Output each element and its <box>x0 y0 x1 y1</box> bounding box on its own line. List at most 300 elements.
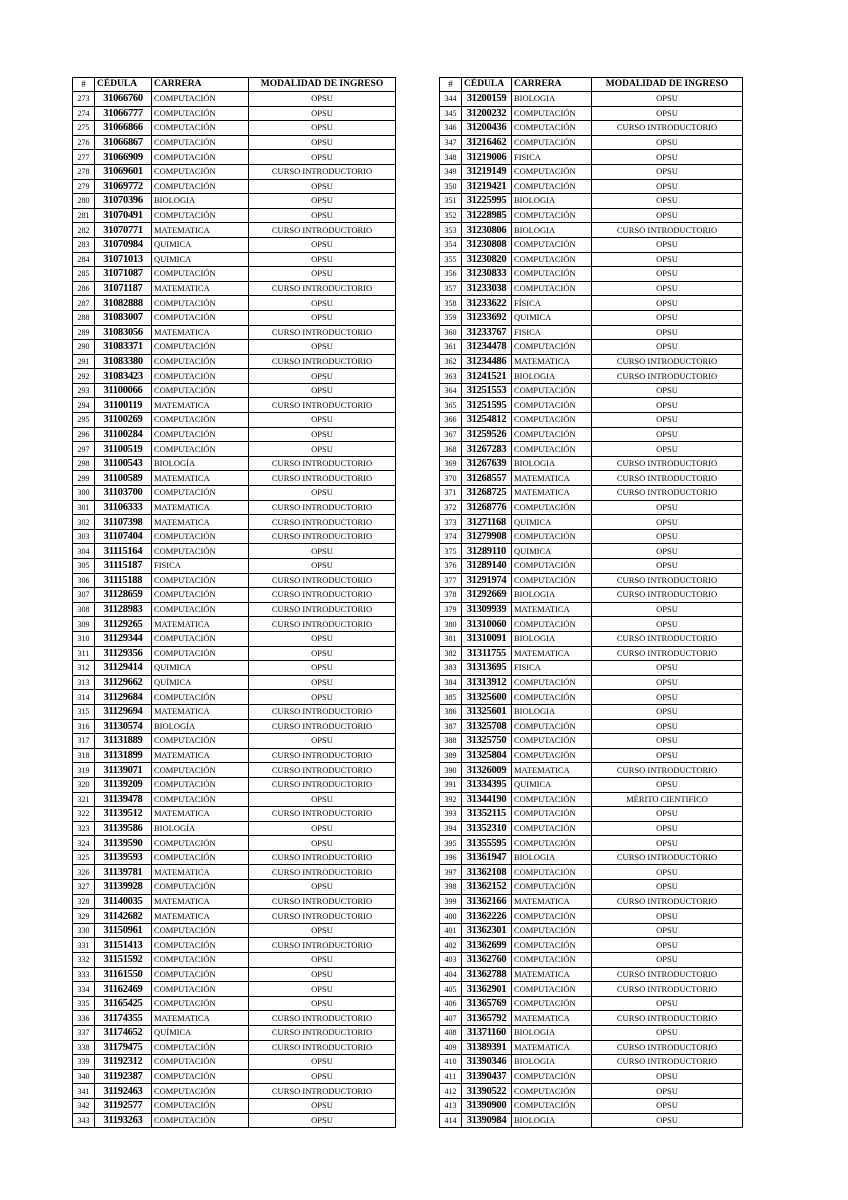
cedula-cell: 31325600 <box>462 690 512 705</box>
carrera-cell: COMPUTACIÓN <box>512 675 592 690</box>
cedula-cell: 31271168 <box>462 515 512 530</box>
carrera-cell: BIOLOGIA <box>512 1026 592 1041</box>
modalidad-cell: CURSO INTRODUCTORIO <box>592 223 743 238</box>
carrera-cell: COMPUTACIÓN <box>512 865 592 880</box>
table-row <box>73 92 396 107</box>
modalidad-cell: OPSU <box>249 544 396 559</box>
modalidad-cell: OPSU <box>249 631 396 646</box>
modalidad-cell: OPSU <box>249 208 396 223</box>
table-row <box>440 836 743 851</box>
modalidad-cell: OPSU <box>592 325 743 340</box>
row-number: 388 <box>440 734 462 749</box>
table-row <box>440 646 743 661</box>
carrera-cell: BIOLOGIA <box>152 194 249 209</box>
modalidad-cell: OPSU <box>592 1113 743 1128</box>
table-row <box>440 1069 743 1084</box>
row-number: 358 <box>440 296 462 311</box>
row-number: 391 <box>440 777 462 792</box>
carrera-cell: COMPUTACIÓN <box>512 398 592 413</box>
table-row <box>73 559 396 574</box>
cedula-cell: 31279908 <box>462 529 512 544</box>
row-number: 274 <box>73 106 95 121</box>
cedula-cell: 31362301 <box>462 923 512 938</box>
row-number: 288 <box>73 310 95 325</box>
modalidad-cell: CURSO INTRODUCTORIO <box>249 223 396 238</box>
cedula-cell: 31070771 <box>95 223 152 238</box>
table-row <box>73 807 396 822</box>
table-row <box>440 719 743 734</box>
row-number: 355 <box>440 252 462 267</box>
row-number: 341 <box>73 1084 95 1099</box>
modalidad-cell: OPSU <box>592 602 743 617</box>
table-row <box>440 92 743 107</box>
table-row <box>73 938 396 953</box>
modalidad-cell: OPSU <box>592 427 743 442</box>
cedula-cell: 31129344 <box>95 631 152 646</box>
row-number: 317 <box>73 734 95 749</box>
table-row <box>440 792 743 807</box>
row-number: 318 <box>73 748 95 763</box>
carrera-cell: BIOLOGIA <box>512 588 592 603</box>
row-number: 339 <box>73 1055 95 1070</box>
row-number: 289 <box>73 325 95 340</box>
carrera-cell: COMPUTACIÓN <box>152 850 249 865</box>
cedula-cell: 31216462 <box>462 135 512 150</box>
table-row <box>73 1011 396 1026</box>
cedula-cell: 31100519 <box>95 442 152 457</box>
carrera-cell: COMPUTACIÓN <box>512 573 592 588</box>
cedula-cell: 31115188 <box>95 573 152 588</box>
table-header-row <box>440 78 743 92</box>
cedula-cell: 31192577 <box>95 1098 152 1113</box>
cedula-cell: 31362152 <box>462 880 512 895</box>
carrera-cell: MATEMATICA <box>512 354 592 369</box>
cedula-cell: 31361947 <box>462 850 512 865</box>
carrera-cell: COMPUTACIÓN <box>152 354 249 369</box>
modalidad-cell: OPSU <box>249 252 396 267</box>
carrera-cell: COMPUTACIÓN <box>512 106 592 121</box>
table-row <box>440 821 743 836</box>
modalidad-cell: OPSU <box>592 923 743 938</box>
cedula-cell: 31230833 <box>462 267 512 282</box>
table-row <box>440 996 743 1011</box>
modalidad-cell: OPSU <box>249 675 396 690</box>
modalidad-cell: OPSU <box>249 92 396 107</box>
row-number: 400 <box>440 909 462 924</box>
row-number: 335 <box>73 996 95 1011</box>
cedula-cell: 31365792 <box>462 1011 512 1026</box>
modalidad-cell: OPSU <box>249 383 396 398</box>
row-number: 295 <box>73 413 95 428</box>
cedula-cell: 31066777 <box>95 106 152 121</box>
modalidad-cell: OPSU <box>592 996 743 1011</box>
table-row <box>73 179 396 194</box>
row-number: 350 <box>440 179 462 194</box>
carrera-cell: COMPUTACIÓN <box>512 281 592 296</box>
cedula-cell: 31083007 <box>95 310 152 325</box>
cedula-cell: 31165425 <box>95 996 152 1011</box>
modalidad-cell: OPSU <box>592 340 743 355</box>
cedula-cell: 31292669 <box>462 588 512 603</box>
table-row <box>73 340 396 355</box>
row-number: 405 <box>440 982 462 997</box>
modalidad-cell: CURSO INTRODUCTORIO <box>592 354 743 369</box>
modalidad-cell: OPSU <box>592 208 743 223</box>
cedula-cell: 31129662 <box>95 675 152 690</box>
carrera-cell: COMPUTACIÓN <box>152 208 249 223</box>
row-number: 368 <box>440 442 462 457</box>
cedula-cell: 31139478 <box>95 792 152 807</box>
cedula-cell: 31362788 <box>462 967 512 982</box>
table-row <box>440 1011 743 1026</box>
row-number: 365 <box>440 398 462 413</box>
cedula-cell: 31325804 <box>462 748 512 763</box>
carrera-cell: COMPUTACIÓN <box>152 179 249 194</box>
modalidad-cell: OPSU <box>592 865 743 880</box>
cedula-cell: 31193263 <box>95 1113 152 1128</box>
modalidad-cell: CURSO INTRODUCTORIO <box>592 588 743 603</box>
table-row <box>73 500 396 515</box>
carrera-cell: COMPUTACIÓN <box>512 923 592 938</box>
cedula-cell: 31267639 <box>462 456 512 471</box>
cedula-cell: 31100284 <box>95 427 152 442</box>
table-row <box>73 135 396 150</box>
table-row <box>73 267 396 282</box>
table-row <box>440 252 743 267</box>
modalidad-cell: OPSU <box>249 967 396 982</box>
table-row <box>73 150 396 165</box>
modalidad-cell: OPSU <box>249 194 396 209</box>
row-number: 290 <box>73 340 95 355</box>
carrera-cell: COMPUTACIÓN <box>512 442 592 457</box>
table-row <box>440 369 743 384</box>
carrera-cell: COMPUTACIÓN <box>512 1069 592 1084</box>
cedula-cell: 31362226 <box>462 909 512 924</box>
row-number: 356 <box>440 267 462 282</box>
modalidad-cell: CURSO INTRODUCTORIO <box>249 865 396 880</box>
cedula-cell: 31129414 <box>95 661 152 676</box>
cedula-cell: 31174652 <box>95 1026 152 1041</box>
cedula-cell: 31219006 <box>462 150 512 165</box>
carrera-cell: MATEMATICA <box>512 894 592 909</box>
cedula-cell: 31362166 <box>462 894 512 909</box>
table-header-row <box>73 78 396 92</box>
table-row <box>440 675 743 690</box>
carrera-cell: COMPUTACIÓN <box>512 208 592 223</box>
modalidad-cell: OPSU <box>249 661 396 676</box>
modalidad-cell: OPSU <box>249 150 396 165</box>
row-number: 278 <box>73 164 95 179</box>
row-number: 297 <box>73 442 95 457</box>
row-number: 330 <box>73 923 95 938</box>
carrera-cell: BIOLOGIA <box>512 92 592 107</box>
carrera-cell: COMPUTACIÓN <box>152 486 249 501</box>
table-row <box>73 690 396 705</box>
row-number: 328 <box>73 894 95 909</box>
carrera-cell: COMPUTACIÓN <box>512 734 592 749</box>
table-row <box>73 661 396 676</box>
table-row <box>73 296 396 311</box>
cedula-cell: 31267283 <box>462 442 512 457</box>
table-row <box>440 515 743 530</box>
table-row <box>73 442 396 457</box>
table-row <box>440 923 743 938</box>
carrera-cell: COMPUTACIÓN <box>152 413 249 428</box>
row-number: 354 <box>440 237 462 252</box>
carrera-cell: MATEMATICA <box>152 281 249 296</box>
modalidad-cell: OPSU <box>249 179 396 194</box>
table-row <box>73 194 396 209</box>
modalidad-cell: CURSO INTRODUCTORIO <box>249 763 396 778</box>
table-row <box>440 310 743 325</box>
cedula-cell: 31128659 <box>95 588 152 603</box>
modalidad-cell: OPSU <box>592 559 743 574</box>
carrera-cell: COMPUTACIÓN <box>512 340 592 355</box>
table-row <box>73 252 396 267</box>
table-row <box>440 588 743 603</box>
table-row <box>73 909 396 924</box>
table-row <box>440 690 743 705</box>
row-number: 345 <box>440 106 462 121</box>
carrera-cell: MATEMATICA <box>512 602 592 617</box>
row-number: 363 <box>440 369 462 384</box>
row-number: 384 <box>440 675 462 690</box>
cedula-cell: 31162469 <box>95 982 152 997</box>
row-number: 325 <box>73 850 95 865</box>
row-number: 349 <box>440 164 462 179</box>
modalidad-cell: CURSO INTRODUCTORIO <box>249 602 396 617</box>
row-number: 281 <box>73 208 95 223</box>
table-row <box>73 544 396 559</box>
carrera-cell: FISICA <box>512 150 592 165</box>
row-number: 385 <box>440 690 462 705</box>
row-number: 287 <box>73 296 95 311</box>
carrera-cell: MATEMATICA <box>152 807 249 822</box>
carrera-cell: COMPUTACIÓN <box>152 602 249 617</box>
modalidad-cell: OPSU <box>249 413 396 428</box>
carrera-cell: QUÍMICA <box>152 675 249 690</box>
row-number: 319 <box>73 763 95 778</box>
header-number: # <box>440 78 462 92</box>
carrera-cell: MATEMATICA <box>152 325 249 340</box>
cedula-cell: 31371160 <box>462 1026 512 1041</box>
carrera-cell: COMPUTACIÓN <box>512 267 592 282</box>
table-row <box>440 1026 743 1041</box>
row-number: 296 <box>73 427 95 442</box>
row-number: 294 <box>73 398 95 413</box>
carrera-cell: COMPUTACIÓN <box>152 880 249 895</box>
row-number: 279 <box>73 179 95 194</box>
carrera-cell: COMPUTACIÓN <box>512 880 592 895</box>
carrera-cell: MATEMATICA <box>512 1040 592 1055</box>
row-number: 377 <box>440 573 462 588</box>
modalidad-cell: OPSU <box>249 296 396 311</box>
table-row <box>440 763 743 778</box>
row-number: 313 <box>73 675 95 690</box>
cedula-cell: 31142682 <box>95 909 152 924</box>
modalidad-cell: OPSU <box>592 515 743 530</box>
cedula-cell: 31192463 <box>95 1084 152 1099</box>
cedula-cell: 31174355 <box>95 1011 152 1026</box>
modalidad-cell: OPSU <box>249 1098 396 1113</box>
modalidad-cell: OPSU <box>249 1055 396 1070</box>
carrera-cell: COMPUTACIÓN <box>512 792 592 807</box>
cedula-cell: 31107404 <box>95 529 152 544</box>
table-row <box>440 296 743 311</box>
row-number: 387 <box>440 719 462 734</box>
cedula-cell: 31192312 <box>95 1055 152 1070</box>
modalidad-cell: OPSU <box>592 1084 743 1099</box>
table-row <box>440 427 743 442</box>
row-number: 412 <box>440 1084 462 1099</box>
row-number: 298 <box>73 456 95 471</box>
row-number: 372 <box>440 500 462 515</box>
row-number: 352 <box>440 208 462 223</box>
table-row <box>440 982 743 997</box>
row-number: 369 <box>440 456 462 471</box>
cedula-cell: 31310060 <box>462 617 512 632</box>
modalidad-cell: CURSO INTRODUCTORIO <box>249 164 396 179</box>
carrera-cell: COMPUTACIÓN <box>152 340 249 355</box>
cedula-cell: 31289140 <box>462 559 512 574</box>
modalidad-cell: OPSU <box>249 369 396 384</box>
cedula-cell: 31129694 <box>95 704 152 719</box>
modalidad-cell: OPSU <box>592 296 743 311</box>
modalidad-cell: OPSU <box>249 836 396 851</box>
cedula-cell: 31352310 <box>462 821 512 836</box>
row-number: 371 <box>440 486 462 501</box>
table-row <box>73 427 396 442</box>
carrera-cell: MATEMATICA <box>152 865 249 880</box>
row-number: 304 <box>73 544 95 559</box>
modalidad-cell: CURSO INTRODUCTORIO <box>249 704 396 719</box>
cedula-cell: 31234478 <box>462 340 512 355</box>
table-row <box>440 865 743 880</box>
row-number: 383 <box>440 661 462 676</box>
row-number: 380 <box>440 617 462 632</box>
table-row <box>440 777 743 792</box>
cedula-cell: 31115164 <box>95 544 152 559</box>
table-row <box>73 354 396 369</box>
carrera-cell: MATEMATICA <box>152 398 249 413</box>
carrera-cell: COMPUTACIÓN <box>152 1069 249 1084</box>
table-row <box>73 106 396 121</box>
carrera-cell: COMPUTACIÓN <box>152 296 249 311</box>
cedula-cell: 31334395 <box>462 777 512 792</box>
row-number: 376 <box>440 559 462 574</box>
cedula-cell: 31139586 <box>95 821 152 836</box>
table-row <box>440 325 743 340</box>
table-row <box>73 748 396 763</box>
row-number: 364 <box>440 383 462 398</box>
modalidad-cell: CURSO INTRODUCTORIO <box>592 486 743 501</box>
header-modalidad: MODALIDAD DE INGRESO <box>249 78 396 92</box>
cedula-cell: 31254812 <box>462 413 512 428</box>
enrollment-table-right <box>439 77 743 1128</box>
modalidad-cell: CURSO INTRODUCTORIO <box>592 369 743 384</box>
cedula-cell: 31200436 <box>462 121 512 136</box>
row-number: 329 <box>73 909 95 924</box>
modalidad-cell: OPSU <box>592 413 743 428</box>
cedula-cell: 31325601 <box>462 704 512 719</box>
carrera-cell: COMPUTACIÓN <box>512 383 592 398</box>
carrera-cell: COMPUTACIÓN <box>152 427 249 442</box>
row-number: 275 <box>73 121 95 136</box>
modalidad-cell: OPSU <box>249 690 396 705</box>
cedula-cell: 31355595 <box>462 836 512 851</box>
carrera-cell: MATEMATICA <box>152 704 249 719</box>
cedula-cell: 31082888 <box>95 296 152 311</box>
table-row <box>440 223 743 238</box>
cedula-cell: 31365769 <box>462 996 512 1011</box>
carrera-cell: COMPUTACIÓN <box>152 150 249 165</box>
cedula-cell: 31228985 <box>462 208 512 223</box>
carrera-cell: COMPUTACIÓN <box>152 953 249 968</box>
table-row <box>440 909 743 924</box>
table-row <box>440 121 743 136</box>
row-number: 342 <box>73 1098 95 1113</box>
table-body-right <box>440 92 743 1128</box>
carrera-cell: COMPUTACIÓN <box>152 792 249 807</box>
modalidad-cell: CURSO INTRODUCTORIO <box>249 719 396 734</box>
carrera-cell: MATEMATICA <box>152 909 249 924</box>
cedula-cell: 31233767 <box>462 325 512 340</box>
modalidad-cell: CURSO INTRODUCTORIO <box>592 763 743 778</box>
carrera-cell: MATEMATICA <box>152 617 249 632</box>
row-number: 303 <box>73 529 95 544</box>
row-number: 276 <box>73 135 95 150</box>
cedula-cell: 31128983 <box>95 602 152 617</box>
row-number: 375 <box>440 544 462 559</box>
row-number: 324 <box>73 836 95 851</box>
cedula-cell: 31107398 <box>95 515 152 530</box>
row-number: 340 <box>73 1069 95 1084</box>
carrera-cell: COMPUTACIÓN <box>512 836 592 851</box>
carrera-cell: MATEMATICA <box>152 471 249 486</box>
row-number: 314 <box>73 690 95 705</box>
modalidad-cell: OPSU <box>592 106 743 121</box>
carrera-cell: MATEMATICA <box>152 515 249 530</box>
table-row <box>440 150 743 165</box>
modalidad-cell: OPSU <box>249 953 396 968</box>
row-number: 379 <box>440 602 462 617</box>
cedula-cell: 31151592 <box>95 953 152 968</box>
modalidad-cell: OPSU <box>592 719 743 734</box>
table-row <box>440 135 743 150</box>
row-number: 373 <box>440 515 462 530</box>
cedula-cell: 31192387 <box>95 1069 152 1084</box>
table-row <box>440 734 743 749</box>
carrera-cell: COMPUTACIÓN <box>512 500 592 515</box>
row-number: 366 <box>440 413 462 428</box>
carrera-cell: BIOLOGIA <box>512 704 592 719</box>
cedula-cell: 31139209 <box>95 777 152 792</box>
header-number: # <box>73 78 95 92</box>
modalidad-cell: CURSO INTRODUCTORIO <box>592 850 743 865</box>
modalidad-cell: OPSU <box>592 135 743 150</box>
table-row <box>440 398 743 413</box>
table-row <box>73 588 396 603</box>
table-row <box>73 223 396 238</box>
cedula-cell: 31139071 <box>95 763 152 778</box>
carrera-cell: MATEMATICA <box>512 471 592 486</box>
carrera-cell: BIOLOGÍA <box>152 456 249 471</box>
row-number: 403 <box>440 953 462 968</box>
table-row <box>440 194 743 209</box>
cedula-cell: 31230820 <box>462 252 512 267</box>
carrera-cell: COMPUTACIÓN <box>512 237 592 252</box>
row-number: 322 <box>73 807 95 822</box>
